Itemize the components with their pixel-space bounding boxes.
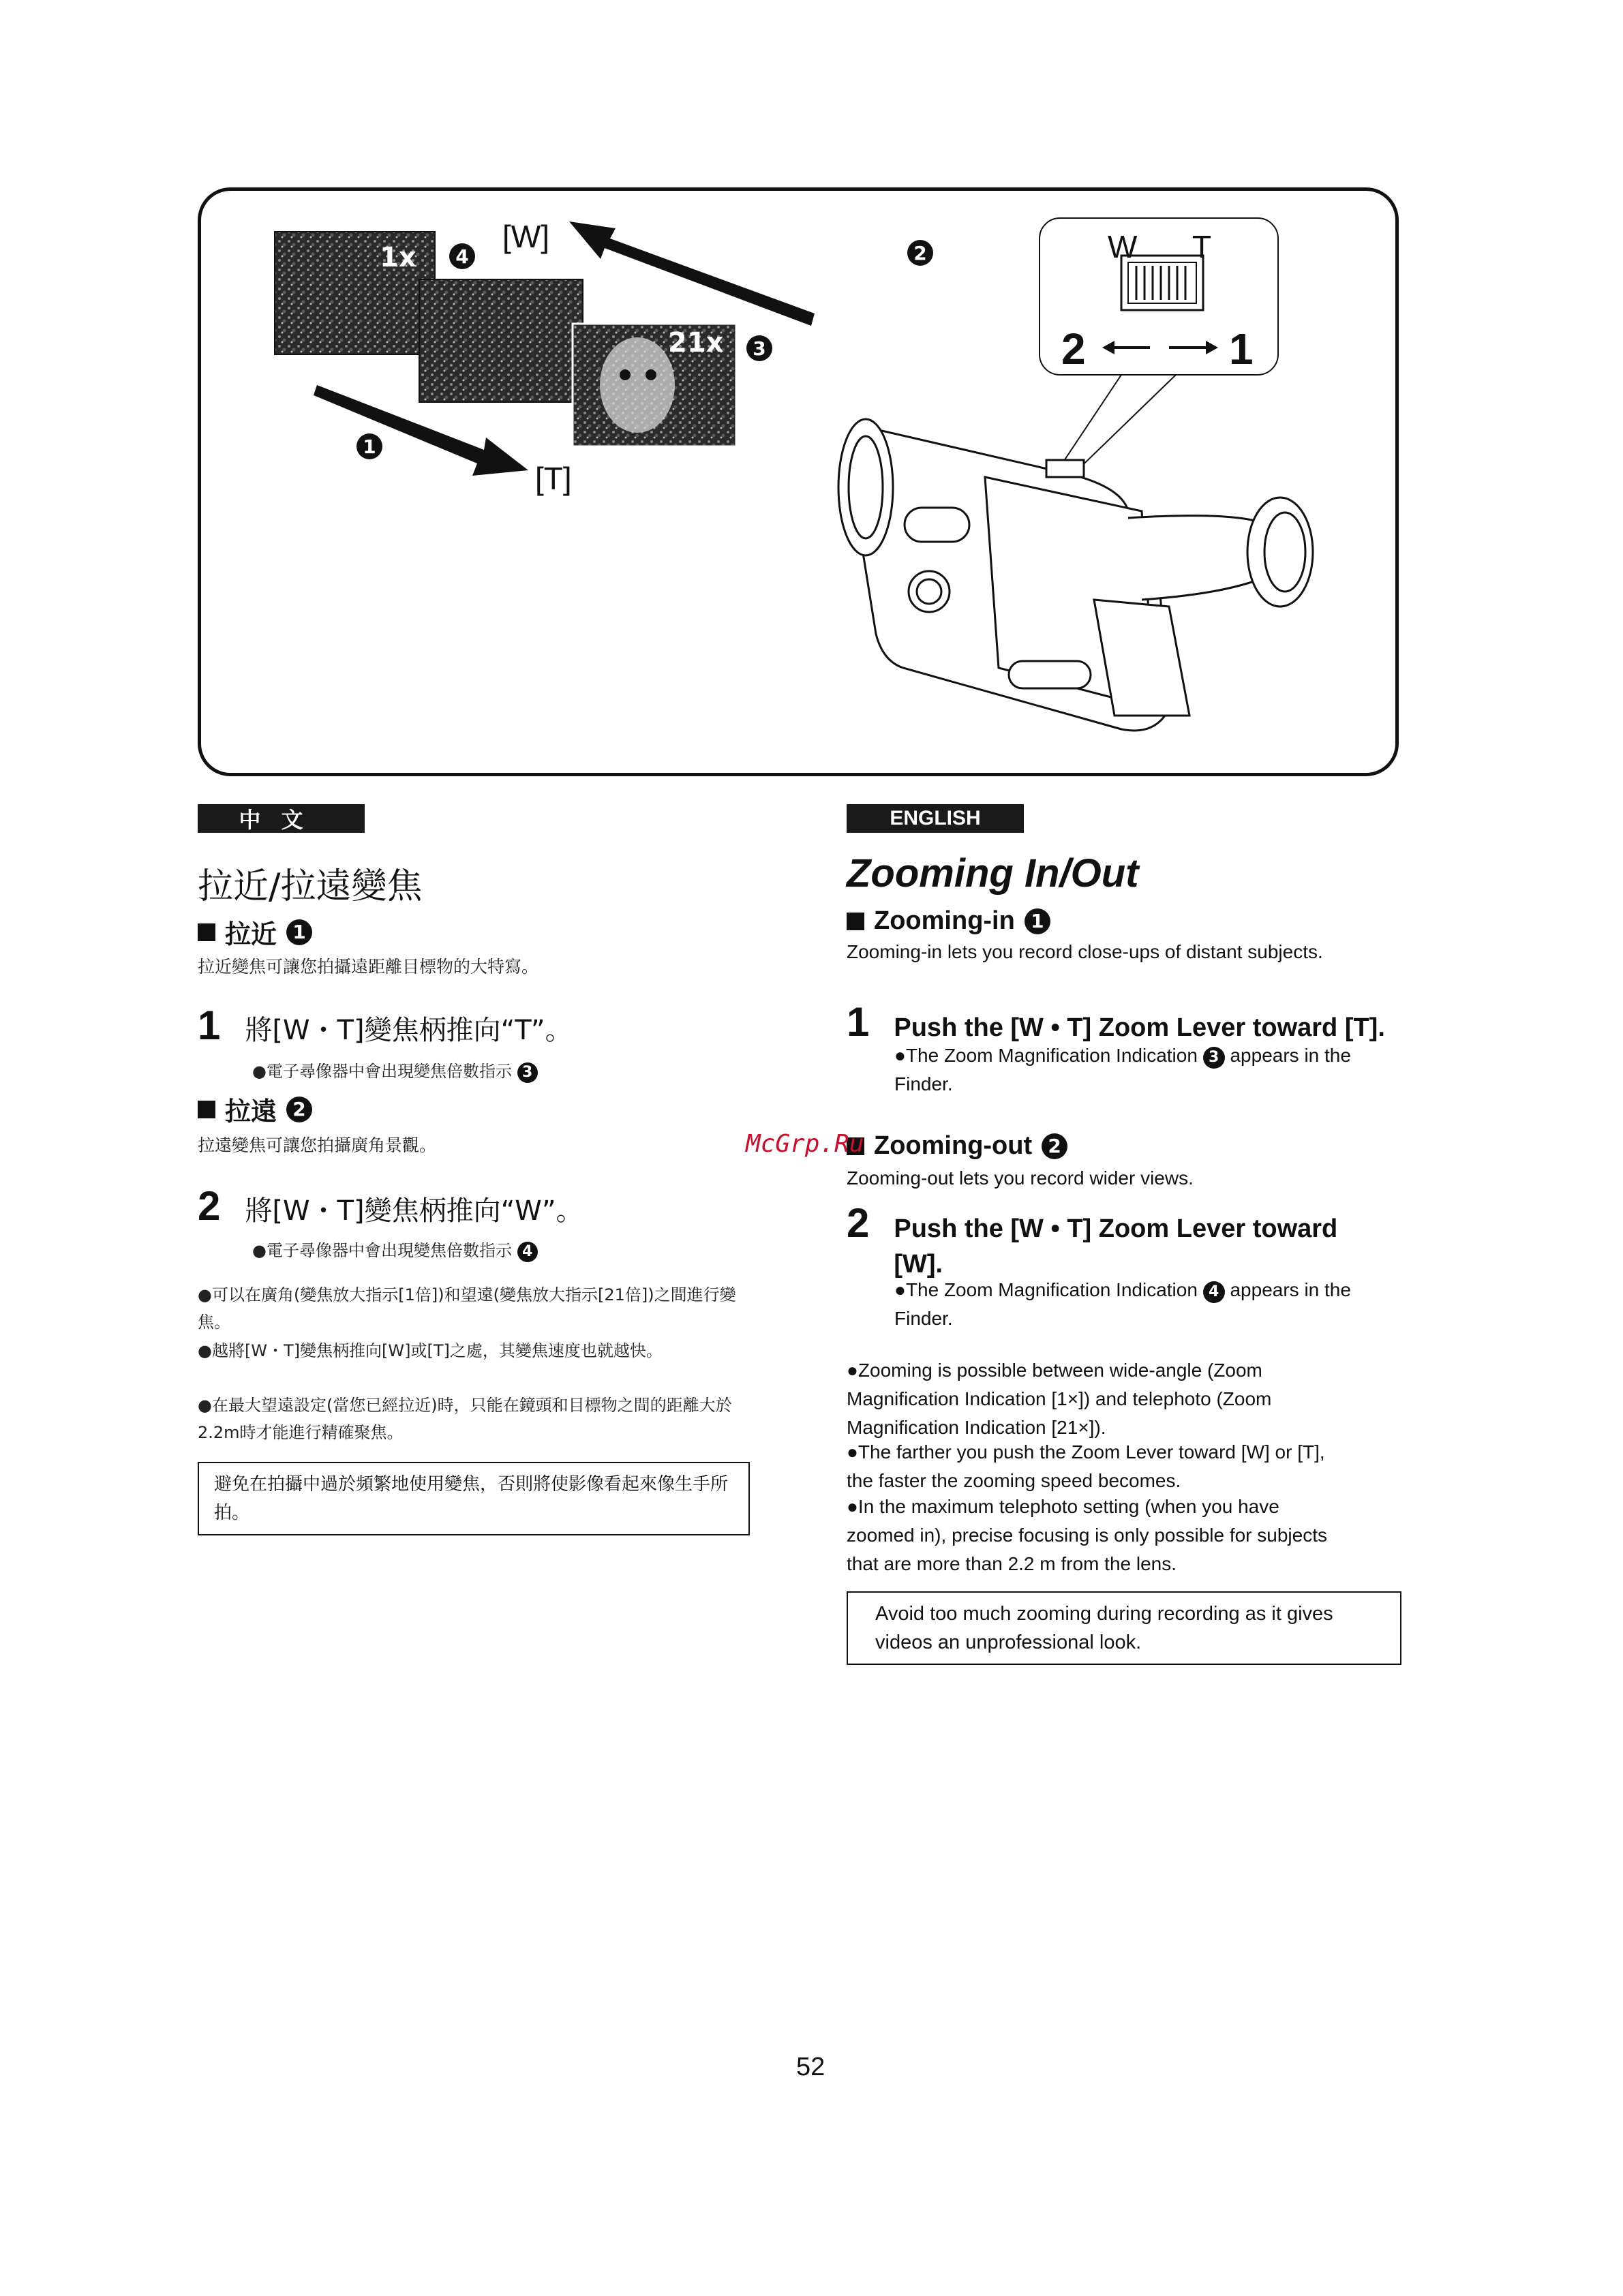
circled-4-icon: 4	[517, 1242, 538, 1262]
arrow-zoom-out-icon	[569, 221, 815, 326]
chinese-step-2: 2 將[W・T]變焦柄推向“W”。	[198, 1183, 583, 1229]
page-number: 52	[796, 2053, 825, 2081]
label-w: [W]	[502, 219, 549, 254]
english-step-1-note: ●The Zoom Magnification Indication 3 appears in the Finder.	[894, 1045, 1351, 1095]
english-zoom-in-desc: Zooming-in lets you record close-ups of distant subjects.	[847, 941, 1323, 962]
circled-3-icon: 3	[517, 1062, 538, 1083]
english-bullet-2: ●The farther you push the Zoom Lever toward [W] or [T], the faster the zooming speed becomes.	[847, 1441, 1325, 1491]
english-title: Zooming In/Out	[847, 851, 1139, 896]
lever-w-label: W	[1108, 229, 1138, 264]
callout-3: 3	[746, 335, 772, 361]
square-bullet-icon	[198, 923, 215, 941]
chinese-language-bar: 中文	[198, 804, 365, 833]
callout-1: 1	[357, 433, 382, 459]
lever-1-label: 1	[1229, 324, 1254, 373]
zoom-indicator-21x: 21x	[668, 327, 724, 358]
chinese-bullet-2: ●越將[W・T]變焦柄推向[W]或[T]之處，其變焦速度也就越快。	[198, 1341, 663, 1360]
english-zoom-in-heading: Zooming-in 1	[847, 906, 1050, 936]
callout-2: 2	[907, 240, 933, 266]
english-step-2-note: ●The Zoom Magnification Indication 4 appears in the Finder.	[894, 1279, 1351, 1329]
circled-3-icon: 3	[1203, 1047, 1225, 1069]
label-t: [T]	[535, 461, 572, 496]
zoom-indicator-1x: 1x	[380, 242, 416, 273]
english-language-bar: ENGLISH	[847, 804, 1024, 833]
circled-2-icon: 2	[286, 1097, 312, 1122]
chinese-zoom-out-desc: 拉遠變焦可讓您拍攝廣角景觀。	[198, 1135, 437, 1155]
chinese-note-box: 避免在拍攝中過於頻繁地使用變焦，否則將使影像看起來像生手所拍。	[198, 1462, 750, 1535]
circled-4-icon: 4	[1203, 1281, 1225, 1303]
chinese-zoom-in-desc: 拉近變焦可讓您拍攝遠距離目標物的大特寫。	[198, 957, 539, 977]
circled-1-icon: 1	[1025, 908, 1050, 934]
photo-mid	[419, 279, 583, 402]
english-zoom-out-desc: Zooming-out lets you record wider views.	[847, 1167, 1194, 1189]
chinese-title: 拉近/拉遠變焦	[198, 866, 423, 907]
english-step-2: 2 Push the [W • T] Zoom Lever toward [W].	[847, 1200, 1338, 1279]
callout-4: 4	[449, 243, 475, 269]
square-bullet-icon	[847, 913, 864, 930]
square-bullet-icon	[198, 1101, 215, 1118]
watermark-text: McGrp.Ru	[746, 1130, 864, 1158]
lever-t-label: T	[1192, 229, 1212, 264]
english-zoom-out-heading: Zooming-out 2	[847, 1131, 1067, 1161]
english-bullet-3: ●In the maximum telephoto setting (when you have zoomed in), precise focusing is only possible for subjects that are more than 2.2 m from the lens.	[847, 1496, 1328, 1574]
chinese-step-2-note: ●電子尋像器中會出現變焦倍數指示 4	[252, 1237, 538, 1264]
english-bullet-1: ●Zooming is possible between wide-angle (Zoom Magnification Indication [1×]) and telephoto (Zoom Magnification Indication [21×]).	[847, 1360, 1272, 1438]
chinese-zoom-out-heading: 拉遠 2	[198, 1090, 312, 1128]
zoom-illustration	[198, 187, 1399, 776]
chinese-step-1-note: ●電子尋像器中會出現變焦倍數指示 3	[252, 1058, 538, 1085]
english-step-1: 1 Push the [W • T] Zoom Lever toward [T].	[847, 999, 1385, 1045]
illustration-drawing	[201, 191, 1395, 773]
english-note-box: Avoid too much zooming during recording as it gives videos an unprofessional look.	[847, 1591, 1401, 1665]
chinese-bullet-1: ●可以在廣角(變焦放大指示[1倍])和望遠(變焦放大指示[21倍])之間進行變焦。	[198, 1285, 736, 1332]
chinese-bullet-3: ●在最大望遠設定(當您已經拉近)時，只能在鏡頭和目標物之間的距離大於2.2m時才能進行精確聚焦。	[198, 1396, 732, 1442]
chinese-zoom-in-heading: 拉近 1	[198, 913, 312, 951]
circled-2-icon: 2	[1042, 1133, 1067, 1159]
circled-1-icon: 1	[286, 919, 312, 945]
lever-2-label: 2	[1061, 324, 1086, 373]
chinese-step-1: 1 將[W・T]變焦柄推向“T”。	[198, 1002, 573, 1048]
camcorder-drawing	[838, 419, 1313, 731]
